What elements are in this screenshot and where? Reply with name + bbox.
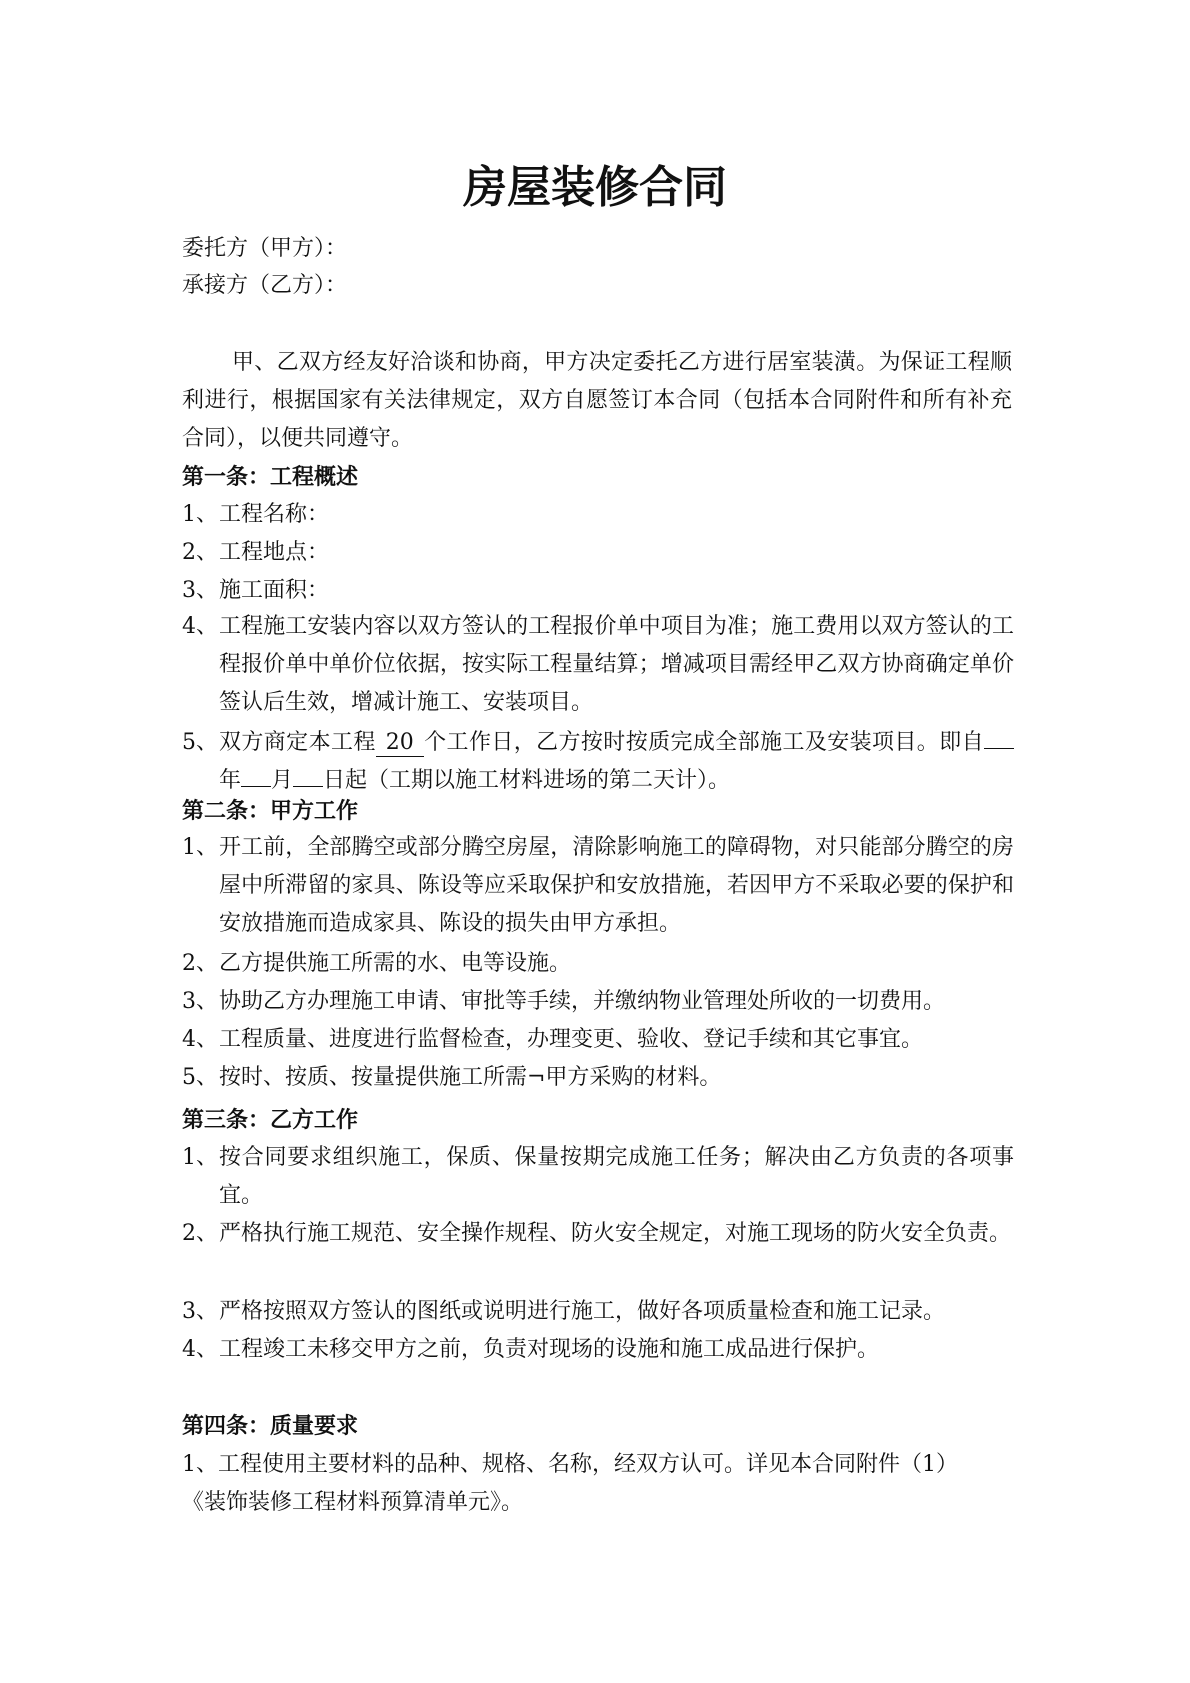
s2-item-3-text: 协助乙方办理施工申请、审批等手续，并缴纳物业管理处所收的一切费用。	[219, 989, 946, 1014]
s3-item-2-number: 2、	[182, 1221, 218, 1246]
s2-item-2-text: 乙方提供施工所需的水、电等设施。	[219, 951, 572, 976]
s3-item-1-text: 按合同要求组织施工，保质、保量按期完成施工任务；解决由乙方负责的各项事宜。	[219, 1145, 1014, 1208]
s4-item-1-line-1: 1、工程使用主要材料的品种、规格、名称，经双方认可。详见本合同附件（1）	[182, 1452, 958, 1477]
s1-item-2-text: 工程地点：	[219, 540, 330, 565]
s1-item-5-part-b: 个工作日，乙方按时按质完成全部施工及安装项目。即自	[423, 730, 984, 755]
party-a-line: 委托方（甲方）：	[182, 236, 348, 261]
section-3-heading: 第三条：乙方工作	[182, 1108, 359, 1133]
s3-item-1	[182, 1139, 1014, 1215]
s2-item-1-number: 1、	[182, 835, 218, 860]
s1-item-5-number: 5、	[182, 730, 218, 755]
s1-item-1-number: 1、	[182, 502, 218, 527]
s3-item-3-number: 3、	[182, 1299, 218, 1324]
month-label: 月	[271, 768, 294, 793]
section-1-heading: 第一条：工程概述	[182, 465, 359, 490]
s2-item-5-text: 按时、按质、按量提供施工所需¬甲方采购的材料。	[219, 1065, 722, 1090]
s1-item-4	[182, 608, 1014, 722]
s2-item-4-number: 4、	[182, 1027, 218, 1052]
s2-item-1	[182, 829, 1014, 943]
s1-item-4-number: 4、	[182, 614, 218, 639]
s4-item-1-line-2: 《装饰装修工程材料预算清单元》。	[182, 1490, 524, 1515]
party-b-line: 承接方（乙方）：	[182, 273, 348, 298]
s3-item-1-number: 1、	[182, 1145, 218, 1170]
work-days-value: 20	[376, 730, 424, 757]
start-month-blank	[241, 764, 271, 787]
s2-item-4	[182, 1021, 1014, 1059]
day-label: 日起（工期以施工材料进场的第二天计）。	[323, 768, 731, 793]
section-2-heading: 第二条：甲方工作	[182, 799, 359, 824]
s1-item-3-text: 施工面积：	[219, 578, 330, 603]
s2-item-5	[182, 1059, 1014, 1097]
year-label: 年	[219, 768, 242, 793]
s3-item-3	[182, 1293, 1014, 1331]
s1-item-5-part-a: 双方商定本工程	[219, 730, 376, 755]
s2-item-3	[182, 983, 1014, 1021]
s2-item-3-number: 3、	[182, 989, 218, 1014]
intro-paragraph: 甲、乙双方经友好洽谈和协商，甲方决定委托乙方进行居室装潢。为保证工程顺利进行，根据国家有关法律规定，双方自愿签订本合同（包括本合同附件和所有补充合同），以便共同遵守。	[182, 350, 1012, 451]
s1-item-3-number: 3、	[182, 578, 218, 603]
s1-item-5	[182, 724, 1014, 800]
s3-item-2	[182, 1215, 1014, 1253]
s2-item-4-text: 工程质量、进度进行监督检查，办理变更、验收、登记手续和其它事宜。	[219, 1027, 924, 1052]
s1-item-2	[182, 534, 1014, 572]
s1-item-1	[182, 496, 1014, 534]
start-day-blank	[293, 764, 323, 787]
s1-item-3	[182, 572, 1014, 610]
s1-item-5-text	[182, 724, 1014, 800]
s2-item-5-number: 5、	[182, 1065, 218, 1090]
s2-item-1-text: 开工前，全部腾空或部分腾空房屋，清除影响施工的障碍物，对只能部分腾空的房屋中所滞留的家具、陈设等应采取保护和安放措施，若因甲方不采取必要的保护和安放措施而造成家具、陈设的损失由甲方承担。	[219, 835, 1014, 936]
s1-item-2-number: 2、	[182, 540, 218, 565]
s3-item-3-text: 严格按照双方签认的图纸或说明进行施工，做好各项质量检查和施工记录。	[219, 1299, 946, 1324]
section-4-heading: 第四条：质量要求	[182, 1414, 359, 1439]
s2-item-2-number: 2、	[182, 951, 218, 976]
s2-item-2	[182, 945, 1014, 983]
s3-item-2-text: 严格执行施工规范、安全操作规程、防火安全规定，对施工现场的防火安全负责。	[219, 1221, 1012, 1246]
s3-item-4-number: 4、	[182, 1337, 218, 1362]
s3-item-4	[182, 1331, 1014, 1369]
s1-item-4-text: 工程施工安装内容以双方签认的工程报价单中项目为准；施工费用以双方签认的工程报价单中单价位依据，按实际工程量结算；增减项目需经甲乙双方协商确定单价签认后生效，增减计施工、安装项目。	[219, 614, 1014, 715]
start-year-blank	[984, 726, 1014, 749]
s3-item-4-text: 工程竣工未移交甲方之前，负责对现场的设施和施工成品进行保护。	[219, 1337, 880, 1362]
s1-item-1-text: 工程名称：	[219, 502, 330, 527]
page-title: 房屋装修合同	[463, 162, 727, 213]
